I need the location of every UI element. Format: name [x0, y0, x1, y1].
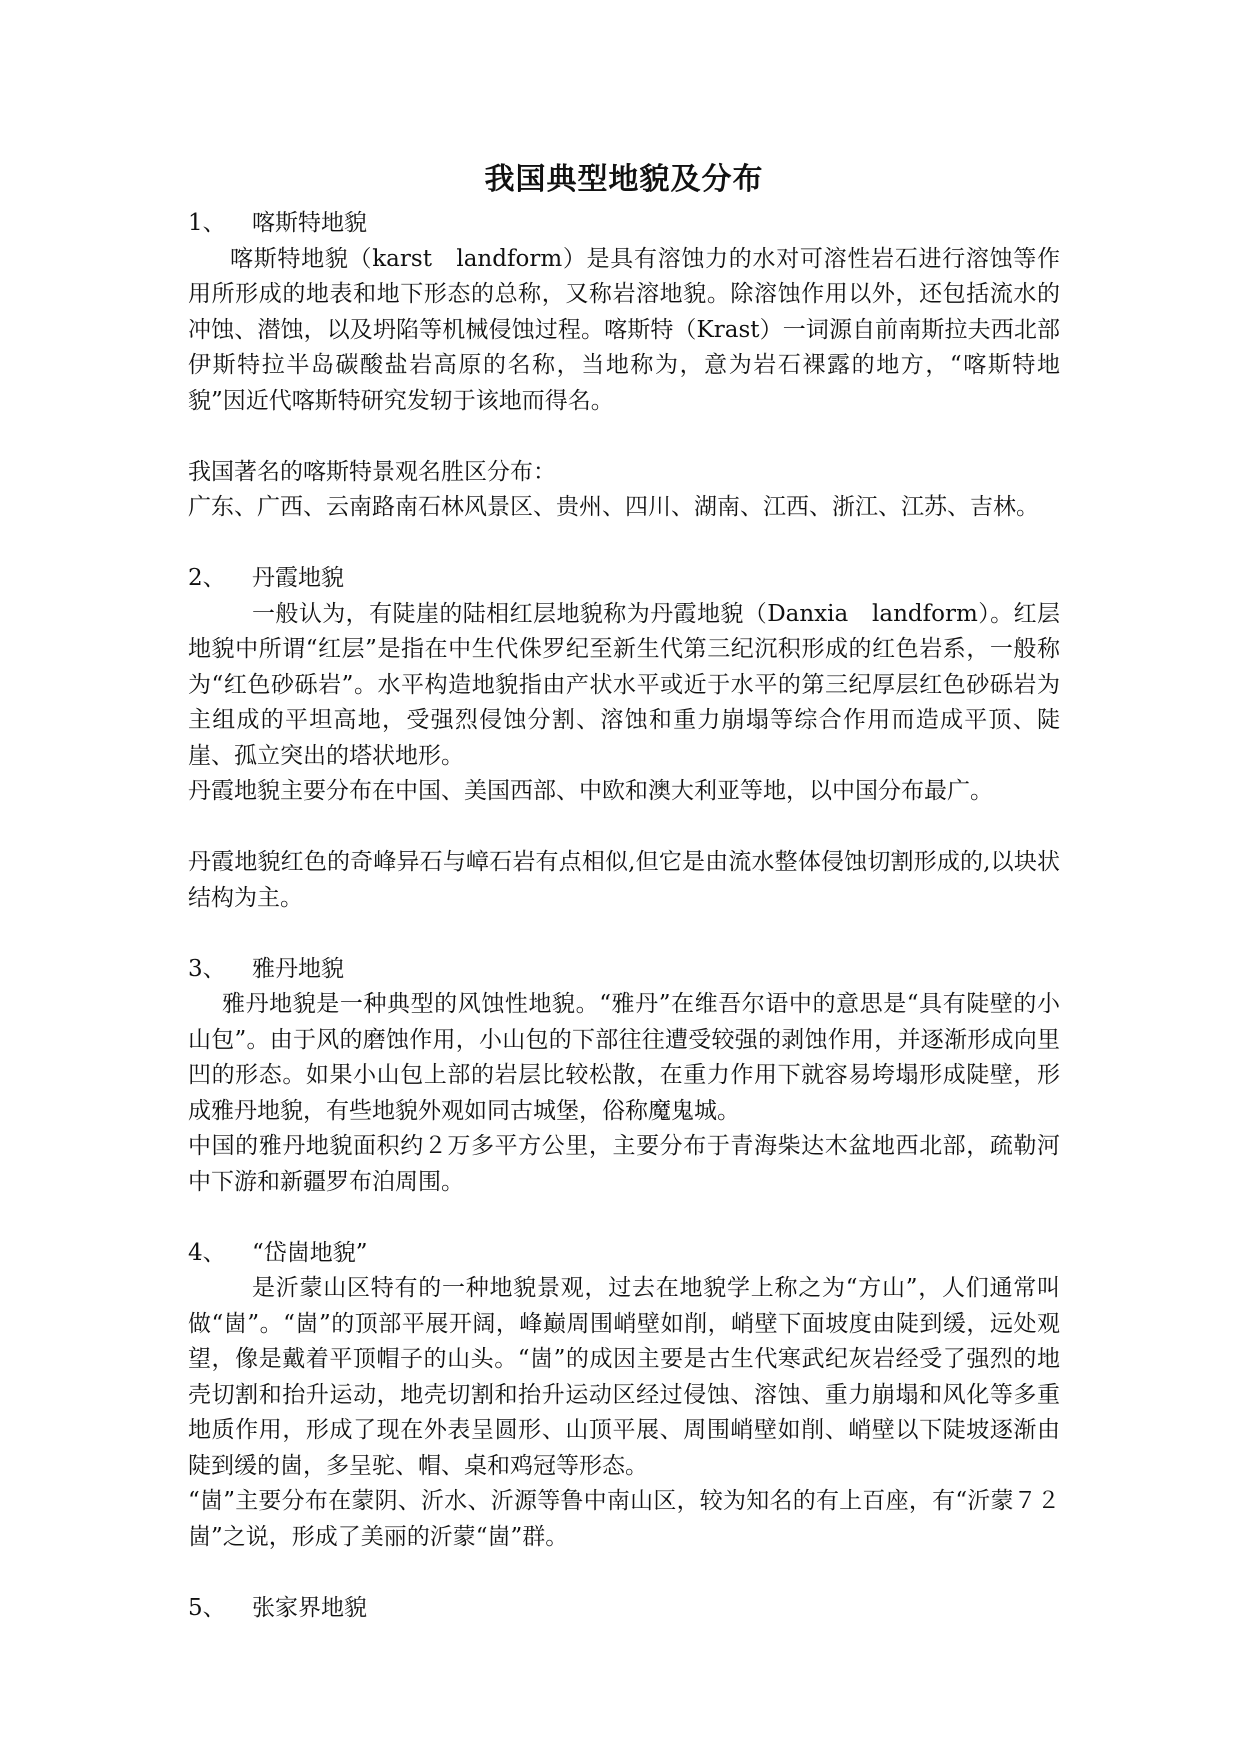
section-heading [188, 952, 1060, 988]
section-daigu [188, 1236, 1060, 1556]
section-heading [188, 561, 1060, 597]
blank-line [188, 810, 1060, 846]
section-danxia [188, 561, 1060, 916]
section-karst [188, 206, 1060, 526]
section-title: 丹霞地貌 [252, 565, 344, 591]
distribution-text: 广东、广西、云南路南石林风景区、贵州、四川、湖南、江西、浙江、江苏、吉林。 [188, 494, 1039, 520]
distribution-text: “崮”主要分布在蒙阴、沂水、沂源等鲁中南山区，较为知名的有上百座，有“沂蒙７２崮”之说，形成了美丽的沂蒙“崮”群。 [188, 1488, 1060, 1550]
blank-line [188, 916, 1060, 952]
page-title: 我国典型地貌及分布 [484, 162, 764, 197]
section-title: 喀斯特地貌 [252, 210, 367, 236]
blank-line [188, 419, 1060, 455]
section-number: 2、 [188, 565, 226, 591]
section-title: “岱崮地貌” [252, 1239, 368, 1266]
section-title: 雅丹地貌 [252, 955, 344, 982]
section-paragraph: 一般认为，有陡崖的陆相红层地貌称为丹霞地貌（Danxia landform）。红层地貌中所谓“红层”是指在中生代侏罗纪至新生代第三纪沉积形成的红色岩系，一般称为“红色砂砾岩”。水平构造地貌指由产状水平或近于水平的第三纪厚层红色砂砾岩为主组成的平坦高地，受强烈侵蚀分割、溶蚀和重力崩塌等综合作用而造成平顶、陡崖、孤立突出的塔状地形。 [188, 600, 1060, 769]
section-paragraph: 是沂蒙山区特有的一种地貌景观，过去在地貌学上称之为“方山”，人们通常叫做“崮”。“崮”的顶部平展开阔，峰巅周围峭壁如削，峭壁下面坡度由陡到缓，远处观望，像是戴着平顶帽子的山头。“崮”的成因主要是古生代寒武纪灰岩经受了强烈的地壳切割和抬升运动，地壳切割和抬升运动区经过侵蚀、溶蚀、重力崩塌和风化等多重地质作用，形成了现在外表呈圆形、山顶平展、周围峭壁如削、峭壁以下陡坡逐渐由陡到缓的崮，多呈驼、帽、桌和鸡冠等形态。 [188, 1275, 1060, 1479]
document-page [188, 160, 1060, 1626]
section-paragraph: 喀斯特地貌（karst landform）是具有溶蚀力的水对可溶性岩石进行溶蚀等作用所形成的地表和地下形态的总称，又称岩溶地貌。除溶蚀作用以外，还包括流水的冲蚀、潜蚀，以及坍陷等机械侵蚀过程。喀斯特（Krast）一词源自前南斯拉夫西北部伊斯特拉半岛碳酸盐岩高原的名称，当地称为，意为岩石裸露的地方，“喀斯特地貌”因近代喀斯特研究发轫于该地而得名。 [188, 245, 1060, 414]
section-number: 1、 [188, 210, 226, 236]
section-yardang [188, 952, 1060, 1201]
section-title: 张家界地貌 [252, 1594, 367, 1621]
section-number: 4、 [188, 1239, 226, 1266]
section-heading [188, 206, 1060, 242]
section-number: 5、 [188, 1594, 226, 1621]
section-paragraph: 雅丹地貌是一种典型的风蚀性地貌。“雅丹”在维吾尔语中的意思是“具有陡壁的小山包”。由于风的磨蚀作用，小山包的下部往往遭受较强的剥蚀作用，并逐渐形成向里凹的形态。如果小山包上部的岩层比较松散，在重力作用下就容易垮塌形成陡壁，形成雅丹地貌，有些地貌外观如同古城堡，俗称魔鬼城。 [188, 991, 1060, 1124]
section-zhangjiajie [188, 1591, 1060, 1627]
distribution-text: 中国的雅丹地貌面积约２万多平方公里，主要分布于青海柴达木盆地西北部，疏勒河中下游和新疆罗布泊周围。 [188, 1133, 1060, 1195]
note-text: 丹霞地貌红色的奇峰异石与嶂石岩有点相似,但它是由流水整体侵蚀切割形成的,以块状结构为主。 [188, 849, 1060, 911]
blank-line [188, 526, 1060, 562]
distribution-label: 我国著名的喀斯特景观名胜区分布： [188, 458, 556, 485]
blank-line [188, 1555, 1060, 1591]
section-heading [188, 1236, 1060, 1272]
blank-line [188, 1200, 1060, 1236]
section-number: 3、 [188, 955, 226, 982]
distribution-text: 丹霞地貌主要分布在中国、美国西部、中欧和澳大利亚等地，以中国分布最广。 [188, 778, 993, 804]
section-heading [188, 1591, 1060, 1627]
